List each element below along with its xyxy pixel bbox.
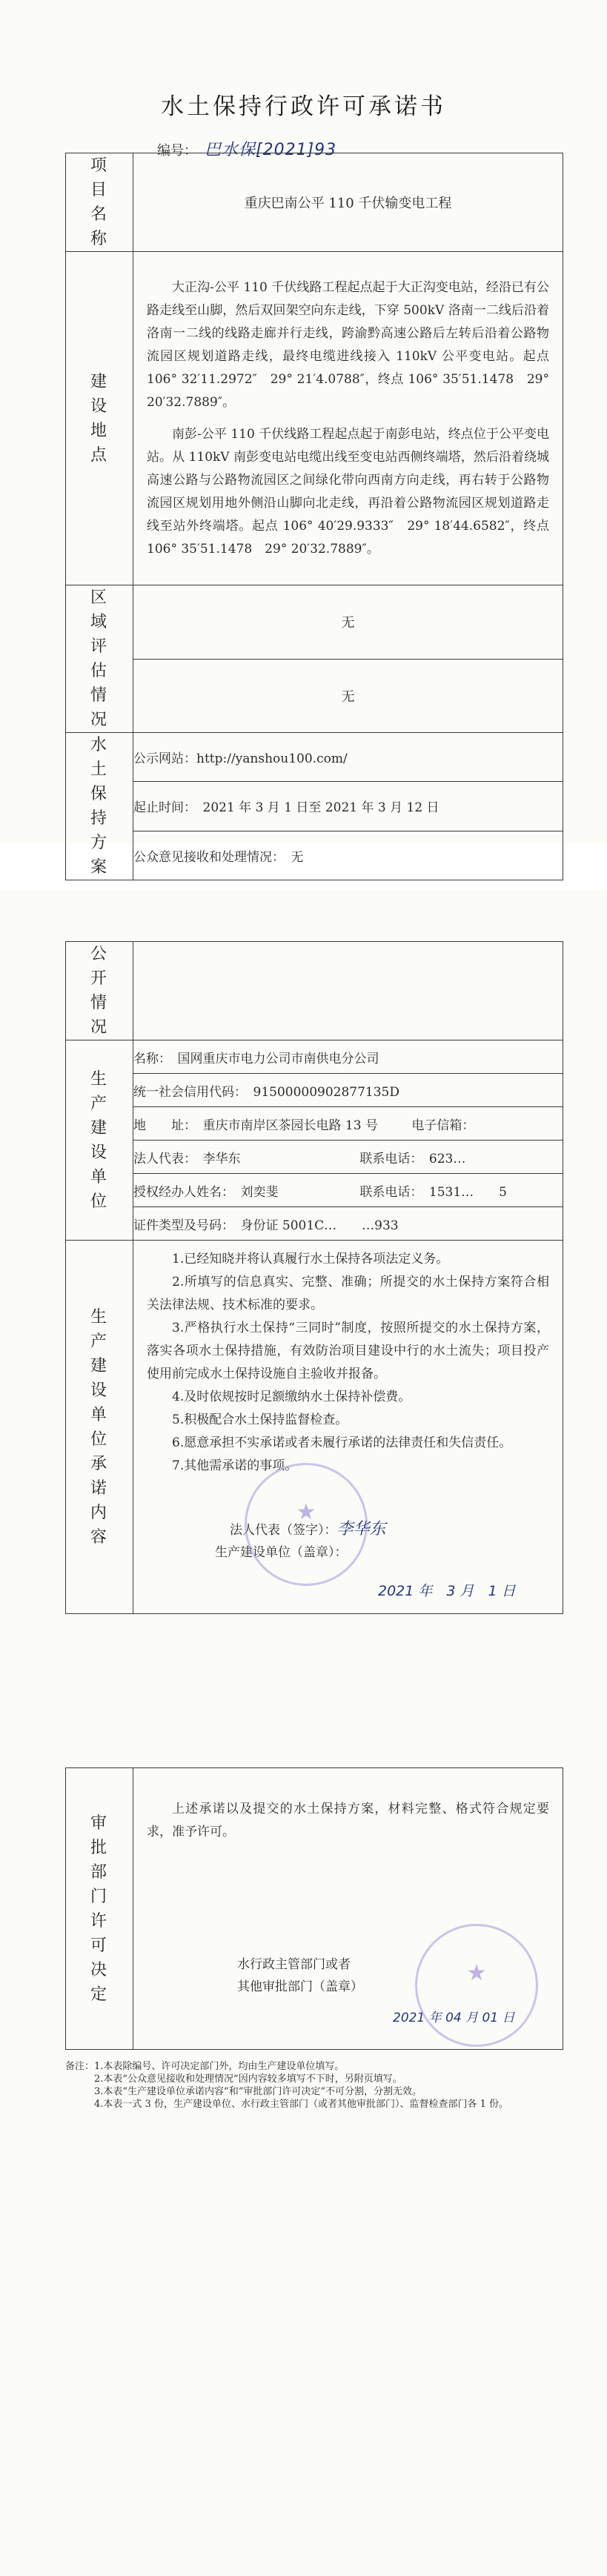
page-2 bbox=[0, 889, 607, 1756]
agent-row bbox=[133, 1174, 563, 1207]
legal-rep-name: 法人代表： 李华东 bbox=[133, 1151, 241, 1166]
construction-site-label: 建设地点 bbox=[66, 252, 133, 585]
promise-item-2: 2.所填写的信息真实、完整、准确；所提交的水土保持方案符合相关法律法规、技术标准的要求。 bbox=[147, 1275, 549, 1312]
email-label: 电子信箱： bbox=[411, 1118, 475, 1133]
footnotes bbox=[65, 2060, 554, 2111]
authority-line-1: 水行政主管部门或者 bbox=[237, 1957, 351, 1972]
promise-content-label: 生产建设单位承诺内容 bbox=[66, 1241, 133, 1614]
region-assessment-label: 区域评估情况 bbox=[66, 585, 133, 733]
construction-site-value bbox=[133, 252, 563, 585]
public-notice-website: 公示网站：http://yanshou100.com/ bbox=[133, 733, 563, 782]
builder-name: 名称： 国网重庆市电力公司市南供电分公司 bbox=[133, 1040, 563, 1074]
authority-seal-stamp: ★ bbox=[415, 1924, 538, 2047]
page-1 bbox=[0, 0, 607, 877]
public-opinion-handling: 公众意见接收和处理情况： 无 bbox=[133, 831, 563, 880]
footnote-1: 备注：1.本表除编号、许可决定部门外，均由生产建设单位填写。 bbox=[65, 2061, 345, 2072]
approval-text: 上述承诺以及提交的水土保持方案，材料完整、格式符合规定要求，准予许可。 bbox=[147, 1802, 549, 1839]
legal-signature-label: 法人代表（签字）： bbox=[230, 1523, 337, 1538]
approval-date: 2021 年 04 月 01 日 bbox=[393, 2011, 515, 2025]
project-name-value: 重庆巴南公平 110 千伏输变电工程 bbox=[133, 153, 563, 252]
legal-rep-row bbox=[133, 1141, 563, 1174]
authority-block bbox=[237, 1953, 363, 1998]
agent-name: 授权经办人姓名： 刘奕斐 bbox=[133, 1184, 279, 1200]
region-row-1: 无 bbox=[133, 585, 563, 660]
promise-item-1: 1.已经知晓并将认真履行水土保持各项法定义务。 bbox=[172, 1252, 449, 1267]
id-document: 证件类型及号码： 身份证 5001C… …933 bbox=[133, 1207, 563, 1241]
company-seal-stamp: ★ bbox=[245, 1463, 368, 1586]
public-notice-period: 起止时间： 2021 年 3 月 1 日至 2021 年 3 月 12 日 bbox=[133, 782, 563, 831]
promise-item-3: 3.严格执行水土保持“三同时”制度，按照所提交的水土保持方案，落实各项水土保持措施，有效防治项目建设中行的水土流失；项目投产使用前完成水土保持设施自主验收并报备。 bbox=[147, 1321, 549, 1381]
doc-number-label: 编号： bbox=[157, 143, 197, 159]
page-3 bbox=[0, 1719, 607, 2576]
footnote-4: 4.本表一式 3 份，生产建设单位、水行政主管部门（或者其他审批部门）、监督检查部门各 1 份。 bbox=[65, 2099, 508, 2110]
promise-item-4: 4.及时依规按时足额缴纳水土保持补偿费。 bbox=[172, 1390, 411, 1404]
public-status-label: 公开情况 bbox=[66, 942, 133, 1040]
site-paragraph-1: 大正沟-公平 110 千伏线路工程起点起于大正沟变电站，经沿已有公路走线至山脚，然后双回架空向东走线，下穿 500kV 洛南一二线后沿着洛南一二线的线路走廊并行走线，跨渝黔高速公路后左转后沿着公路物流园区规划道路走线，最终电缆进线接入 110kV 公平变电站。起点 106° 32′11.2972″ 29° 21′4.0788″，终点 106° 35′51.1478 29° 20′32.7889″。 bbox=[147, 279, 549, 410]
approval-decision-label: 审批部门许可决定 bbox=[66, 1768, 133, 2050]
document-title: 水土保持行政许可承诺书 bbox=[161, 93, 446, 120]
promise-item-6: 6.愿意承担不实承诺或者未履行承诺的法律责任和失信责任。 bbox=[172, 1435, 512, 1450]
promise-item-5: 5.积极配合水土保持监督检查。 bbox=[172, 1413, 348, 1427]
approval-table bbox=[65, 1767, 563, 2050]
credit-code: 统一社会信用代码： 91500000902877135D bbox=[133, 1074, 563, 1107]
footnote-2: 2.本表“公众意见接收和处理情况”因内容较多填写不下时，另附页填写。 bbox=[65, 2074, 402, 2085]
builder-info-table bbox=[65, 941, 563, 1614]
approval-decision-content bbox=[133, 1768, 563, 2050]
public-status-value bbox=[133, 942, 563, 1040]
footnote-3: 3.本表“生产建设单位承诺内容”和“审批部门许可决定”不可分割，分割无效。 bbox=[65, 2086, 422, 2097]
doc-number-handwritten: 巴水保[2021]93 bbox=[205, 141, 337, 159]
promise-item-7: 7.其他需承诺的事项。 bbox=[172, 1458, 298, 1473]
legal-rep-phone: 联系电话： 623… bbox=[359, 1151, 466, 1166]
soil-plan-label: 水土保持方案 bbox=[66, 733, 133, 880]
site-paragraph-2: 南彭-公平 110 千伏线路工程起点起于南彭电站，终点位于公平变电站。从 110kV 南彭变电站电缆出线至变电站西侧终端塔，然后沿着绕城高速公路与公路物流园区之间绿化带向西南方向走线，再右转于公路物流园区规划用地外侧沿山脚向北走线，再沿着公路物流园区规划道路走线至站外终端塔。起点 106° 40′29.9333″ 29° 18′44.6582″，终点 106° 35′51.1478 29° 20′32.7889″。 bbox=[147, 426, 549, 557]
authority-line-2: 其他审批部门（盖章） bbox=[237, 1979, 363, 1994]
agent-phone: 联系电话： 1531… 5 bbox=[359, 1184, 507, 1200]
region-row-2: 无 bbox=[133, 659, 563, 733]
legal-signature-hand: 李华东 bbox=[336, 1520, 386, 1538]
address-row bbox=[133, 1107, 563, 1141]
unit-seal-label: 生产建设单位（盖章）： bbox=[215, 1545, 348, 1560]
project-name-label: 项目名称 bbox=[66, 153, 133, 252]
signing-date: 2021 年 3 月 1 日 bbox=[378, 1583, 516, 1599]
permit-form-table bbox=[65, 153, 563, 880]
address-value: 地 址： 重庆市南岸区茶园长电路 13 号 bbox=[133, 1118, 378, 1133]
builder-unit-label: 生产建设单位 bbox=[66, 1040, 133, 1241]
promise-content bbox=[133, 1241, 563, 1614]
